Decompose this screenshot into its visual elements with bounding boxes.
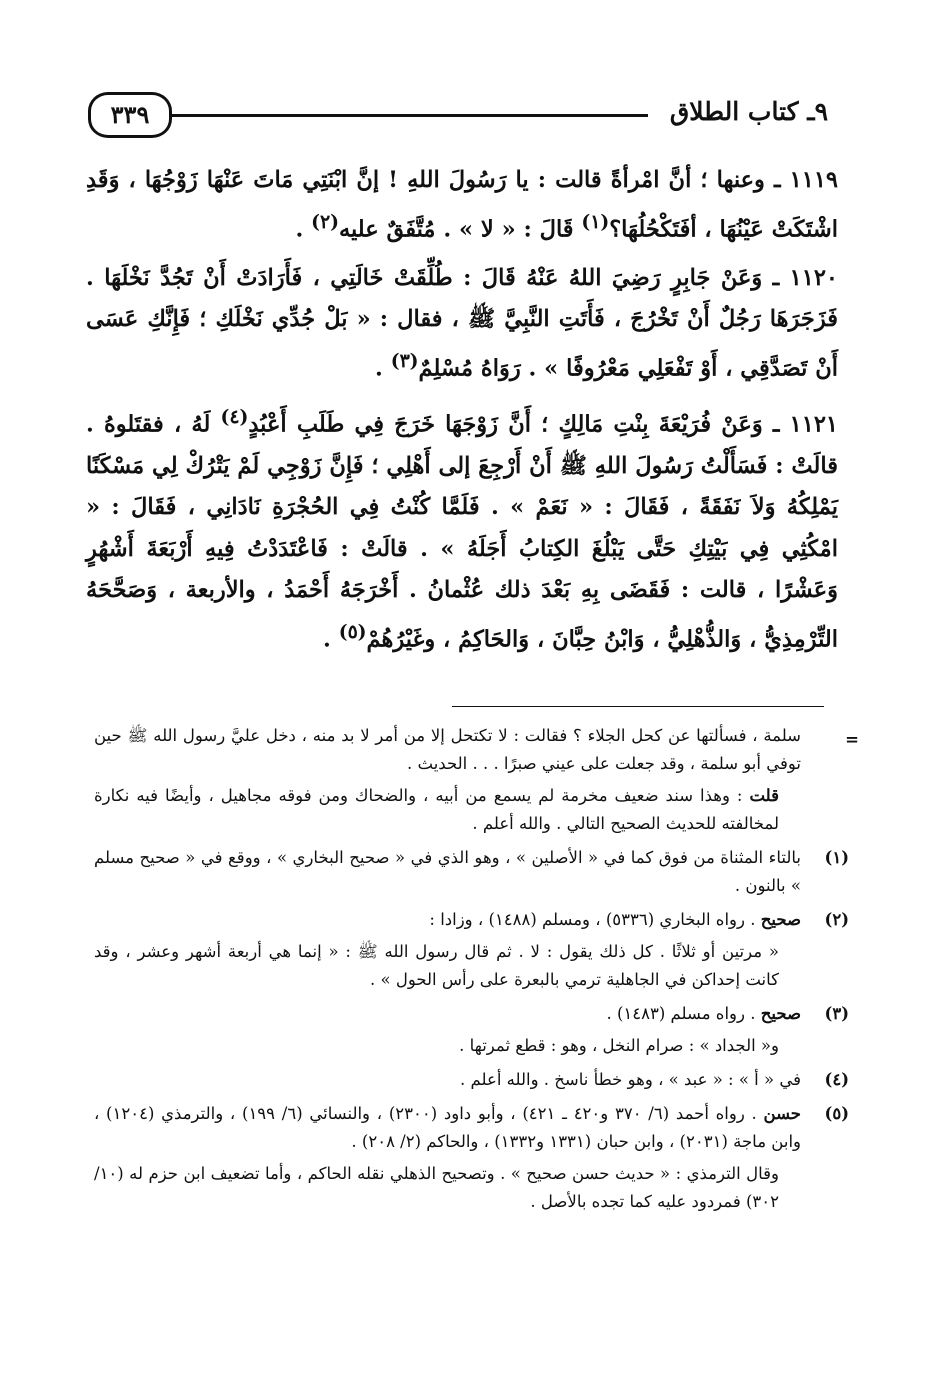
footnote-paragraph: و« الجداد » : صرام النخل ، وهو : قطع ثمرتها .	[459, 1036, 779, 1055]
footnote-continuation	[94, 722, 859, 838]
footnote-ref: (٢)	[311, 210, 339, 233]
continuation-mark: =	[845, 730, 859, 749]
footnote-text	[94, 1000, 801, 1028]
footnote-extra	[94, 938, 801, 994]
footnote-paragraph: « مرتين أو ثلاثًا . كل ذلك يقول : لا . ثم قال رسول الله ﷺ : « إنما هي أربعة أشهر وعشر ، وقد كانت إحداكن في الجاهلية ترمي بالبعرة على رأس الحول » .	[94, 942, 779, 989]
hadith-text: » . فَلَمَّا كُنْتُ فِي الحُجْرَةِ نَادَانِي ، فَقَالَ : «	[86, 494, 525, 520]
prophetic-quote: لا	[473, 216, 502, 242]
footnote-text	[94, 906, 801, 934]
hadith-number: ١١٢١	[789, 411, 838, 437]
hadith-text: » . مُتَّفَقٌ عليه	[338, 216, 474, 242]
hadith-1119	[86, 160, 838, 251]
hadith-1120	[86, 258, 838, 390]
footnote-ref: (٤)	[220, 405, 249, 428]
footnote-text: سلمة ، فسألتها عن كحل الجلاء ؟ فقالت : لا تكتحل إلا من أمر لا بد منه ، دخل عليَّ رسول الله ﷺ حين توفي أبو سلمة ، وقد جعلت على عيني صبرًا . . . الحديث .	[94, 726, 801, 773]
footnote-text: : وهذا سند ضعيف مخرمة لم يسمع من أبيه ، والضحاك ومن فوقه مجاهيل ، وأيضًا فيه نكارة لمخالفته للحديث الصحيح التالي . والله أعلم .	[94, 786, 779, 833]
page-header	[88, 92, 828, 140]
footnote-2	[94, 906, 849, 994]
footnote-mark: (١)	[824, 848, 849, 867]
footnote-1	[94, 844, 849, 900]
page-number: ٣٣٩	[88, 92, 172, 138]
grading-label: صحيح	[760, 1004, 801, 1023]
grading-label: حسن	[763, 1104, 801, 1123]
hadith-text: ـ وَعَنْ جَابِرٍ رَضِيَ اللهُ عَنْهُ قَالَ : طُلِّقَتْ خَالَتِي ، فَأَرَادَتْ أَنْ تَجُدَّ نَخْلَهَا . فَزَجَرَهَا رَجُلٌ أَنْ تَخْرُجَ ، فَأَتَتِ النَّبِيَّ ﷺ ، فقال : «	[86, 264, 838, 332]
footnote-5	[94, 1100, 849, 1216]
footnote-extra	[94, 1160, 801, 1216]
footnote-text	[94, 782, 801, 838]
footnote-extra	[94, 1032, 801, 1060]
footnotes	[94, 722, 859, 1222]
hadith-text: » . قالَتْ : فَاعْتَدَدْتُ فِيهِ أَرْبَعَةَ أَشْهُرٍ وَعَشْرًا ، قالت : فَقَضَى بِهِ بَعْدَ ذلك عُثْمانُ . أَخْرَجَهُ أَحْمَدُ ، والأربعة ، وَصَحَّحَهُ التِّرْمِذِيُّ ، وَالذُّهْلِيُّ ، وَابْنُ حِبَّانَ ، وَالحَاكِمُ ، وغَيْرُهُمْ	[86, 535, 838, 652]
footnote-mark: (٣)	[824, 1004, 849, 1023]
footnote-paragraph: وقال الترمذي : « حديث حسن صحيح » . وتصحيح الذهلي نقله الحاكم ، وأما تضعيف ابن حزم له (١٠/ ٣٠٢) فمردود عليه كما تجده بالأصل .	[94, 1164, 779, 1211]
hadith-number: ١١١٩	[789, 167, 838, 193]
footnote-mark: (٤)	[824, 1070, 849, 1089]
footnote-3	[94, 1000, 849, 1060]
footnote-mark: (٢)	[824, 910, 849, 929]
chapter-title: ٩ـ كتاب الطلاق	[669, 97, 828, 126]
footnote-mark: (٥)	[824, 1104, 849, 1123]
header-rule	[172, 114, 648, 117]
prophetic-quote: امْكُثِي فِي بَيْتِكِ حَتَّى يَبْلُغَ الكِتابُ أَجَلَهُ	[454, 535, 838, 562]
hadith-text: لَهُ ، فقتَلوهُ . قالَتْ : فَسَأَلْتُ رَسُولَ اللهِ ﷺ أَنْ أَرْجِعَ إلى أَهْلِي ؛ فَإِنَّ زَوْجِي لَمْ يَتْرُكْ لِي مَسْكَنًا يَمْلِكُهُ وَلاَ نَفَقَةً ، فَقَالَ : «	[86, 411, 838, 520]
hadith-end: .	[295, 216, 312, 242]
footnote-ref: (٥)	[338, 620, 367, 643]
footnote-label: قلت	[749, 786, 779, 805]
prophetic-quote: بَلْ جُدِّي نَخْلَكِ ؛ فَإِنَّكِ عَسَى أَنْ تَصَدَّقِي ، أَوْ تَفْعَلِي مَعْرُوفًا	[86, 306, 838, 381]
hadith-text: » . رَوَاهُ مُسْلِمٌ	[418, 355, 559, 381]
footnote-4	[94, 1066, 849, 1094]
main-text	[86, 160, 838, 668]
hadith-text: ـ وعنها ؛ أنَّ امْرأةً قالت : يا رَسُولَ اللهِ ! إنَّ ابْنَتِي مَاتَ عَنْهَا زَوْجُهَا ، وَقَدِ اشْتَكَتْ عَيْنُهَا ، أفَتَكْحُلُهَا؟	[86, 167, 838, 242]
footnote-text: . رواه البخاري (٥٣٣٦) ، ومسلم (١٤٨٨) ، وزادا :	[429, 910, 761, 929]
prophetic-quote: نَعَمْ	[524, 494, 579, 520]
hadith-end: .	[375, 355, 391, 381]
grading-label: صحيح	[760, 910, 801, 929]
footnote-text: في « أ » : « عبد » ، وهو خطأ ناسخ . والله أعلم .	[460, 1070, 801, 1089]
footnote-ref: (١)	[581, 210, 610, 233]
footnote-text: . رواه أحمد (٦/ ٣٧٠ و٤٢٠ ـ ٤٢١) ، وأبو داود (٢٣٠٠) ، والنسائي (٦/ ١٩٩) ، والترمذي (١٢٠٤) ، وابن ماجة (٢٠٣١) ، وابن حبان (١٣٣١ و١٣٣٢) ، والحاكم (٢/ ٢٠٨) .	[94, 1104, 801, 1151]
hadith-text: قَالَ : «	[501, 216, 582, 242]
footnote-text	[94, 1100, 801, 1156]
footnote-paragraph	[94, 782, 801, 838]
footnote-text: . رواه مسلم (١٤٨٣) .	[606, 1004, 761, 1023]
footnote-ref: (٣)	[390, 349, 419, 372]
hadith-text: ـ وَعَنْ فُرَيْعَةَ بِنْتِ مَالِكٍ ؛ أَنَّ زَوْجَهَا خَرَجَ فِي طَلَبِ أَعْبُدٍ	[248, 411, 780, 437]
hadith-1121	[86, 397, 838, 661]
hadith-number: ١١٢٠	[789, 264, 838, 291]
hadith-end: .	[323, 626, 339, 652]
footnote-text: بالتاء المثناة من فوق كما في « الأصلين » ، وهو الذي في « صحيح البخاري » ، ووقع في « صحيح مسلم » بالنون .	[94, 848, 801, 895]
footnote-divider	[452, 706, 824, 707]
